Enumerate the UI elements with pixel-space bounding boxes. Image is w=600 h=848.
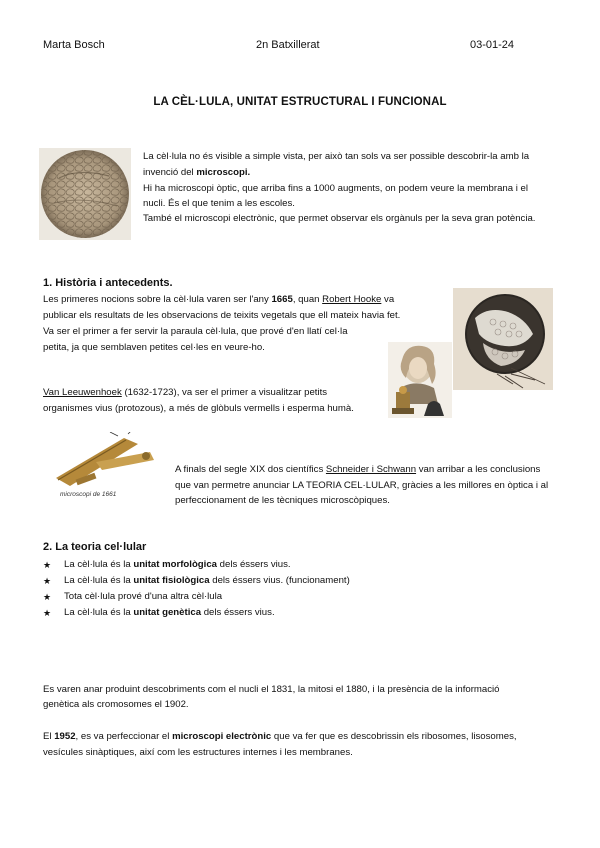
star-bullet-icon: ★: [43, 560, 52, 570]
history-line-2: publicar els resultats de les observacions de teixits vegetals que ell mateix havia fet.: [43, 310, 401, 321]
discoveries-line-2: genètica als cromosomes el 1902.: [43, 699, 189, 710]
intro-line-5: També el microscopi electrònic, que permet observar els orgànuls per la seva gran potència.: [143, 213, 536, 224]
electron-microscope-line-2: vesícules sinàptiques, així com les estructures internes i les membranes.: [43, 747, 353, 758]
document-date: 03-01-24: [470, 39, 515, 51]
list-item: ★ La cèl·lula és la unitat genètica dels éssers vius.: [43, 605, 350, 621]
intro-line-2: invenció del microscopi.: [143, 167, 251, 178]
leeuwenhoek-portrait-image: [388, 342, 452, 418]
list-item: ★ La cèl·lula és la unitat fisiològica dels éssers vius. (funcionament): [43, 573, 350, 589]
electron-microscope-line-1: El 1952, es va perfeccionar el microscopi electrònic que va fer que es descobrissin els ribosomes, lisosomes,: [43, 731, 517, 742]
star-bullet-icon: ★: [43, 592, 52, 602]
intro-line-1: La cèl·lula no és visible a simple vista, per això tan sols va ser possible descobrir-la amb la: [143, 151, 530, 162]
van-leeuwenhoek-link: Van Leeuwenhoek: [43, 387, 122, 398]
list-item: ★ Tota cèl·lula prové d'una altra cèl·lula: [43, 589, 350, 605]
intro-line-3: Hi ha microscopi òptic, que arriba fins a 1000 augments, on podem veure la membrana i el: [143, 183, 529, 194]
discoveries-line-1: Es varen anar produint descobriments com el nucli el 1831, la mitosi el 1880, i la presència de la informació: [43, 684, 500, 695]
microscopi-bold: microscopi.: [196, 167, 251, 178]
list-item: ★ La cèl·lula és la unitat morfològica dels éssers vius.: [43, 557, 350, 573]
history-line-4: petita, ja que semblaven petites cel·les en veure-ho.: [43, 342, 265, 353]
author-name: Marta Bosch: [43, 39, 105, 51]
section-2-heading: 2. La teoria cel·lular: [43, 541, 147, 553]
robert-hooke-link: Robert Hooke: [322, 294, 382, 305]
theory-line-3: perfeccionament de les tècniques microscòpiques.: [175, 495, 390, 506]
leeuwenhoek-line-1: Van Leeuwenhoek (1632-1723), va ser el primer a visualitzar petits: [43, 387, 328, 398]
leeuwenhoek-line-2: organismes vius (protozous), a més de glòbuls vermells i esperma humà.: [43, 403, 354, 414]
history-line-1: Les primeres nocions sobre la cèl·lula varen ser l'any 1665, quan Robert Hooke va: [43, 294, 395, 305]
theory-line-2: que van permetre anunciar LA TEORIA CEL·LULAR, gràcies a les millores en òptica i al: [175, 480, 549, 491]
microscope-caption: microscopi de 1661: [60, 491, 117, 498]
intro-line-4: nucli. És el que tenim a les escoles.: [143, 198, 295, 209]
section-1-heading: 1. Història i antecedents.: [43, 277, 173, 289]
microscope-1661-image: [46, 432, 162, 500]
history-line-3: Va ser el primer a fer servir la paraula cèl·lula, que prové d'en llatí cel·la: [43, 326, 348, 337]
star-bullet-icon: ★: [43, 608, 52, 618]
theory-line-1: A finals del segle XIX dos científics Schneider i Schwann van arribar a les conclusions: [175, 464, 541, 475]
star-bullet-icon: ★: [43, 576, 52, 586]
hooke-engraving-image: [453, 288, 553, 390]
cell-tissue-image: [39, 148, 131, 240]
course-name: 2n Batxillerat: [256, 39, 320, 51]
cell-theory-list: [43, 557, 350, 621]
schneider-schwann-link: Schneider i Schwann: [325, 464, 417, 475]
document-title: LA CÈL·LULA, UNITAT ESTRUCTURAL I FUNCIONAL: [153, 96, 447, 108]
